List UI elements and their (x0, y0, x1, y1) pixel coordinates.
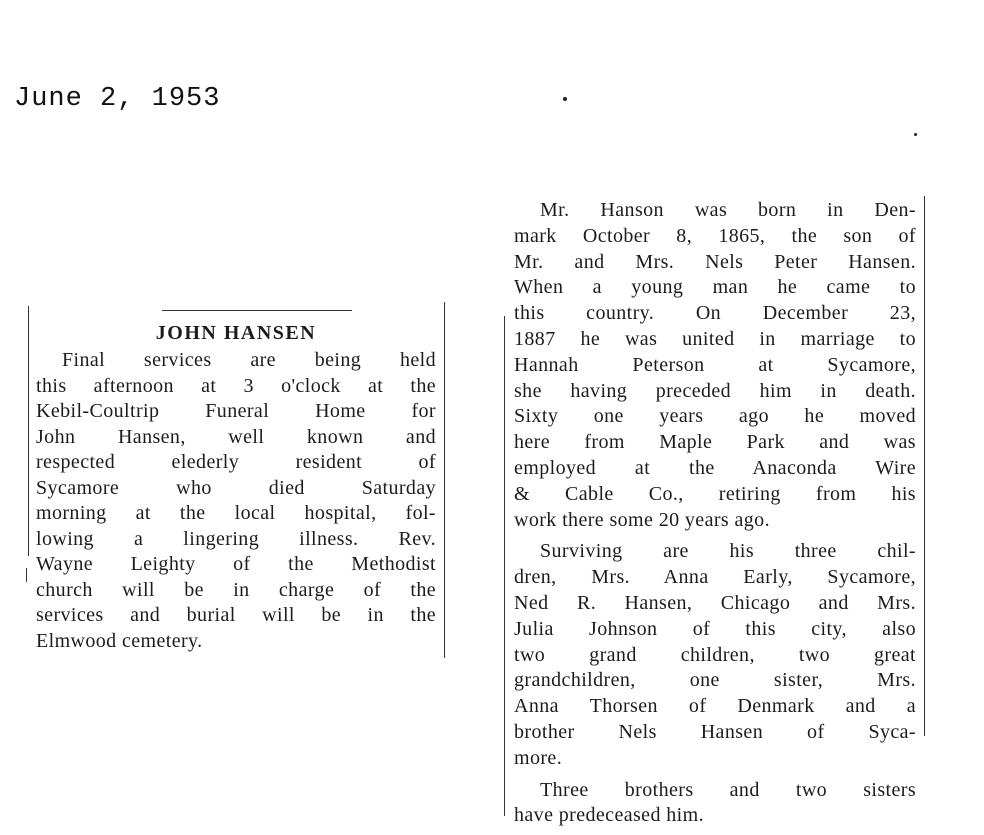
text-line: Sixty one years ago he moved (514, 405, 916, 428)
text-line: Hannah Peterson at Sycamore, (514, 353, 916, 376)
obituary-body-right (514, 198, 916, 835)
obituary-headline: JOHN HANSEN (155, 322, 317, 344)
text-line: brother Nels Hansen of Syca- (514, 720, 916, 743)
column-rule-right (444, 302, 445, 658)
text-line: Surviving are his three chil- (540, 540, 916, 563)
paragraph-survivors (514, 539, 916, 771)
text-line: employed at the Anaconda Wire (514, 456, 916, 479)
text-line: this afternoon at 3 o'clock at the (36, 374, 436, 397)
text-line: Anna Thorsen of Denmark and a (514, 695, 916, 718)
column-rule-left (26, 568, 27, 582)
text-line: more. (514, 746, 563, 769)
column-rule-left (504, 316, 505, 816)
obituary-clipping-left (26, 302, 446, 658)
text-line: Ned R. Hansen, Chicago and Mrs. (514, 591, 916, 614)
text-line: dren, Mrs. Anna Early, Sycamore, (514, 566, 916, 589)
column-rule-right (924, 196, 925, 736)
text-line: Kebil-Coultrip Funeral Home for (36, 400, 436, 422)
text-line: grandchildren, one sister, Mrs. (514, 669, 916, 692)
headline-rule (162, 310, 352, 311)
text-line: respected elederly resident of (36, 451, 436, 473)
obituary-clipping-right (500, 196, 940, 827)
text-line: John Hansen, well known and (36, 425, 436, 448)
text-line: lowing a lingering illness. Rev. (36, 527, 436, 550)
text-line: services and burial will be in the (36, 604, 436, 626)
paragraph-biography (514, 198, 916, 533)
print-speck (914, 133, 917, 136)
text-line: When a young man he came to (514, 276, 916, 299)
text-line: Final services are being held (62, 349, 436, 371)
text-line: Julia Johnson of this city, also (514, 617, 916, 640)
text-line: work there some 20 years ago. (514, 508, 770, 531)
text-line: & Cable Co., retiring from his (514, 482, 916, 505)
text-line: Mr. and Mrs. Nels Peter Hansen. (514, 250, 916, 273)
text-line: mark October 8, 1865, the son of (514, 224, 916, 247)
text-line: have predeceased him. (514, 804, 704, 827)
print-speck (563, 97, 567, 101)
text-line: Mr. Hanson was born in Den- (540, 199, 916, 221)
text-line: Elmwood cemetery. (36, 629, 203, 652)
text-line: Sycamore who died Saturday (36, 476, 436, 499)
page-date: June 2, 1953 (14, 84, 221, 114)
text-line: Three brothers and two sisters (540, 778, 916, 801)
obituary-body-left (36, 348, 436, 654)
text-line: she having preceded him in death. (514, 379, 916, 402)
text-line: 1887 he was united in marriage to (514, 327, 916, 350)
paragraph-predeceased (514, 778, 916, 830)
text-line: two grand children, two great (514, 643, 916, 666)
text-line: Wayne Leighty of the Methodist (36, 553, 436, 575)
text-line: morning at the local hospital, fol- (36, 502, 436, 524)
text-line: here from Maple Park and was (514, 431, 916, 454)
text-line: this country. On December 23, (514, 302, 916, 325)
text-line: church will be in charge of the (36, 578, 436, 601)
